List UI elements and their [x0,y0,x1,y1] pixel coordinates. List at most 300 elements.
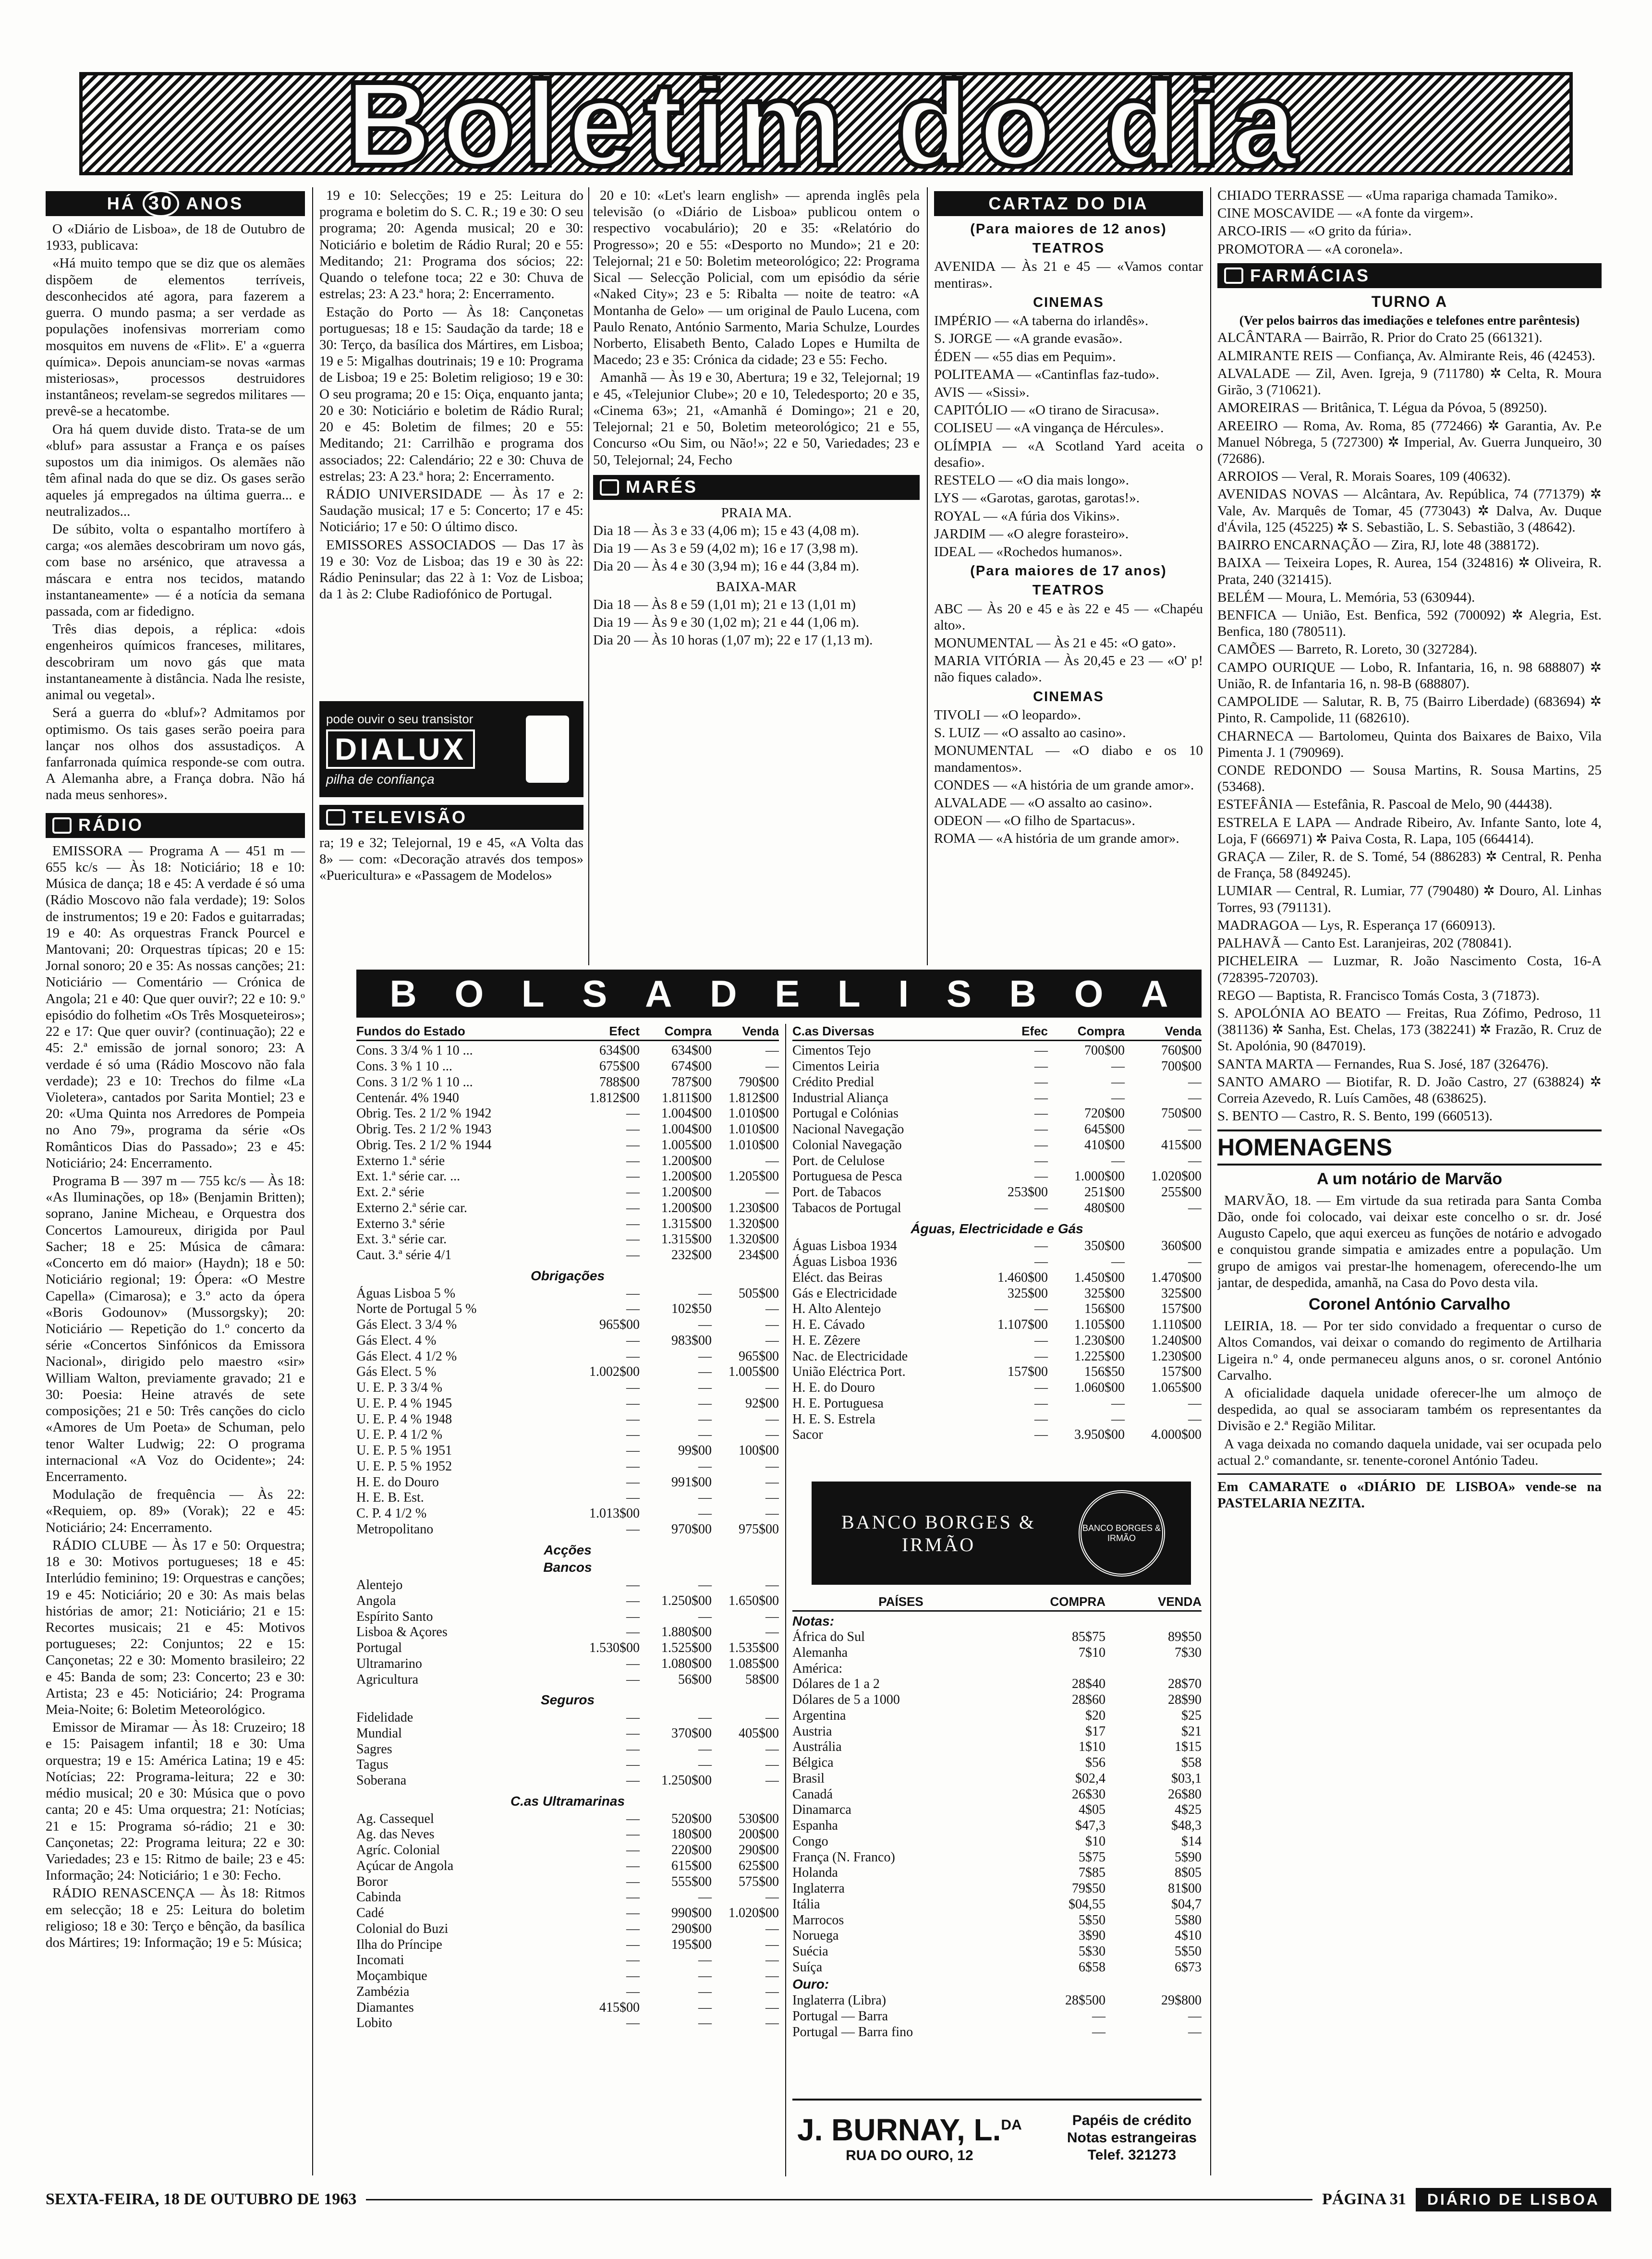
row-label: Tagus [356,1757,389,1773]
burnay-line-1: Papéis de crédito [1072,2113,1192,2128]
table-row [356,1333,779,1349]
row-value: — [765,1890,779,1905]
row-value: 1.320$00 [729,1216,779,1231]
row-value: $20 [1085,1708,1105,1723]
table-row [792,1106,1202,1122]
row-label: H. E. B. Est. [356,1490,424,1506]
row-value: 634$00 [599,1043,640,1058]
table-row [356,1578,779,1593]
row-value: — [1188,1411,1202,1427]
table-row [356,1522,779,1538]
ultramarinas-heading: C.as Ultramarinas [510,1793,625,1809]
table-row [356,1138,779,1154]
row-value: 1.200$00 [661,1153,712,1168]
table-row [792,1169,1202,1185]
paragraph: S. JORGE — «A grande evasão». [934,331,1123,347]
row-value: 7$10 [1079,1645,1105,1660]
row-value: — [698,1458,712,1474]
paragraph: ESTEFÂNIA — Estefânia, R. Pascoal de Melo, 90 (44438). [1217,797,1553,813]
row-label: Argentina [792,1708,846,1723]
row-label: Incomati [356,1953,404,1968]
ha-30-anos-text [46,221,305,803]
table-row [356,1656,779,1672]
bolsa-de-lisboa-banner [356,970,1202,1018]
mares-title: MARÉS [626,477,698,497]
row-value: 290$00 [739,1843,779,1858]
col-venda: Venda [1165,1024,1202,1038]
row-value: — [626,1185,640,1200]
row-label: Obrig. Tes. 2 1/2 % 1943 [356,1122,492,1137]
table-row [356,1890,779,1906]
col-venda: VENDA [1157,1594,1202,1609]
table-row [792,1239,1202,1254]
bolsa-letter: L [838,972,861,1015]
table-row [792,1850,1202,1866]
paragraph: Dia 18 — Às 8 e 59 (1,01 m); 21 e 13 (1,01 m) [593,596,856,612]
row-value: 1.812$00 [729,1090,779,1105]
row-value: — [1111,1396,1125,1411]
row-value: 1.005$00 [661,1137,712,1153]
table-row [356,1317,779,1333]
bolsa-letter: A [1141,972,1168,1015]
obrigacoes-rows [356,1286,779,1538]
table-row [792,1059,1202,1075]
banco-seal-icon [1079,1490,1165,1577]
row-value: 1.002$00 [589,1364,640,1380]
row-value: 1.880$00 [661,1625,712,1640]
row-value: — [626,1858,640,1873]
baixa-mar-lines [593,596,920,649]
row-value: — [626,1968,640,1984]
row-value: — [1111,1411,1125,1427]
row-label: Portugal — Barra fino [792,2024,913,2040]
paragraph: PROMOTORA — «A coronela». [1217,241,1403,257]
preia-mar-lines [593,522,920,575]
paragraph: CHIADO TERRASSE — «Uma rapariga chamada Tamiko». [1217,188,1558,203]
column-tv-mares [593,187,920,965]
row-value: — [698,1968,712,1984]
row-value: 415$00 [599,2000,640,2015]
row-value: — [765,1458,779,1474]
row-value: — [765,1317,779,1333]
row-value: — [626,1458,640,1474]
row-value: — [626,1521,640,1537]
table-row [356,1757,779,1773]
row-value: 1.812$00 [589,1090,640,1105]
row-value: — [626,1906,640,1921]
row-value: 1.315$00 [661,1216,712,1231]
row-label: Eléct. das Beiras [792,1270,883,1285]
cinemas-list-2 [934,707,1203,847]
footer-logo: DIÁRIO DE LISBOA [1416,2188,1611,2211]
paragraph: SANTA MARTA — Fernandes, Rua S. José, 187 (326476). [1217,1056,1549,1072]
row-label: U. E. P. 5 % 1952 [356,1458,452,1474]
row-value: 750$00 [1161,1106,1202,1121]
paragraph: MADRAGOA — Lys, R. Esperança 17 (660913). [1217,917,1496,933]
row-value: — [626,1153,640,1168]
row-label: Brasil [792,1771,825,1786]
fundos-rows [356,1043,779,1263]
table-row [356,1874,779,1890]
row-value: 3.950$00 [1074,1427,1125,1443]
section-radio [46,813,305,838]
col-compra: Compra [1077,1024,1125,1038]
row-label: Austria [792,1724,832,1739]
bolsa-right-header [792,1024,1202,1041]
table-row [356,1921,779,1937]
bolsa-letter: D [710,972,737,1015]
paragraph: MARIA VITÓRIA — Às 20,45 e 23 — «O' p! não fiques calado». [934,653,1203,685]
row-value: — [765,1757,779,1773]
paragraph: EMISSORES ASSOCIADOS — Das 17 às 19 e 30: Voz de Lisboa; das 19 e 30 às 22: Rádio Peninsular; das 22 à 1: Voz de Lisboa; da 1 às 2: Clube Radiofónico de Portugal. [319,537,583,602]
row-label: Zambézia [356,1984,410,1999]
burnay-name: J. BURNAY, L. [797,2113,1001,2147]
row-value: 1.110$00 [1152,1317,1202,1333]
row-label: América: [792,1661,843,1676]
row-value: 634$00 [671,1043,712,1058]
paragraph: GRAÇA — Ziler, R. de S. Tomé, 54 (886283) ✲ Central, R. Penha de França, 58 (849245). [1217,849,1602,881]
dialux-tagline: pilha de confiança [326,771,435,787]
row-value: 1.200$00 [661,1200,712,1215]
row-value: — [626,1890,640,1905]
bolsa-letter: O [454,972,484,1015]
table-row [356,2000,779,2016]
row-value: — [765,1578,779,1593]
row-value: — [626,1427,640,1443]
farmacias-note: (Ver pelos bairros das imediações e telefones entre parêntesis) [1239,313,1580,328]
table-row [356,1169,779,1185]
row-value: — [1092,2024,1105,2040]
row-value: 5$90 [1175,1849,1202,1865]
row-value: 1.020$00 [729,1906,779,1921]
row-value: 5$50 [1175,1944,1202,1959]
paragraph: CONDES — «A história de um grande amor». [934,777,1194,793]
col-efec: Efec [1021,1024,1048,1038]
row-value: 255$00 [1161,1185,1202,1200]
row-label: Espírito Santo [356,1609,433,1624]
burnay-address: RUA DO OURO, 12 [846,2148,973,2163]
table-row [792,1364,1202,1380]
row-label: Obrig. Tes. 2 1/2 % 1944 [356,1137,492,1153]
row-value: — [1034,1122,1048,1137]
row-label: Itália [792,1896,820,1912]
row-value: — [698,1348,712,1364]
table-row [792,1154,1202,1169]
row-label: Sacor [792,1427,823,1443]
row-value: — [626,1578,640,1593]
row-value: 4$25 [1175,1802,1202,1818]
row-value: 970$00 [671,1521,712,1537]
tv-text-left: ra; 19 e 32; Telejornal, 19 e 45, «A Volta das 8» — com: «Decoração através dos tempos» «Puericultura» e «Passagem de Modelos» [319,835,583,884]
row-value: — [626,1396,640,1411]
row-value: — [1188,1396,1202,1411]
paragraph: CAMPO OURIQUE — Lobo, R. Infantaria, 16, n. 98 688807) ✲ União, R. de Infantaria 16, n. 98-B (688807). [1217,659,1602,692]
table-row [356,1443,779,1459]
paragraph: BAIXA — Teixeira Lopes, R. Aurea, 154 (324816) ✲ Oliveira, R. Prata, 240 (321415). [1217,555,1602,587]
cartaz-title: CARTAZ DO DIA [988,193,1149,213]
paragraph: ALVALADE — «O assalto ao casino». [934,795,1153,811]
preia-mar-heading: PRAIA MA. [721,505,792,521]
row-value: — [1034,1396,1048,1411]
row-value: 251$00 [1084,1185,1125,1200]
table-row [356,1201,779,1216]
row-label: Centenár. 4% 1940 [356,1090,459,1105]
paragraph: LYS — «Garotas, garotas, garotas!». [934,490,1140,506]
homenagem-1-text: MARVÃO, 18. — Em virtude da sua retirada para Santa Comba Dão, onde foi colocado, vai deixar este concelho o sr. dr. José Augusto Capelo, que aqui exerceu as funções de notário e advogado e conquistou grande simpatia e amizades entre a população. Um grupo de amigos vai prestar-lhe homenagem, oferecendo-lhe um jantar, de despedida, amanhã, na Casa do Povo desta vila. [1217,1192,1602,1290]
accoes-heading: Acções [544,1542,592,1557]
paragraph: ABC — Às 20 e 45 e às 22 e 45 — «Chapéu alto». [934,601,1203,633]
row-value: — [1034,1348,1048,1364]
row-value [1009,1661,1105,1677]
cartaz-continued [1217,187,1602,257]
row-value: — [626,1301,640,1317]
table-row [792,1897,1202,1913]
table-row [356,1858,779,1874]
table-row [792,2009,1202,2025]
row-value: 1.200$00 [661,1169,712,1184]
row-value: 56$00 [678,1672,712,1687]
table-row [792,1201,1202,1216]
row-value: 1.470$00 [1151,1270,1202,1285]
table-row [356,1773,779,1789]
table-row [792,1960,1202,1976]
row-value: 157$00 [1161,1301,1202,1317]
table-row [356,1968,779,1984]
row-label: Fidelidade [356,1710,413,1725]
row-value: 92$00 [745,1396,779,1411]
row-value: 253$00 [1008,1185,1048,1200]
row-label: Portugal [356,1640,402,1656]
row-label: U. E. P. 4 % 1948 [356,1411,452,1427]
table-row [356,1953,779,1968]
row-label: C. P. 4 1/2 % [356,1506,427,1521]
row-value: 520$00 [671,1811,712,1826]
paragraph: OLÍMPIA — «A Scotland Yard aceita o desafio». [934,438,1203,470]
row-value: 1.240$00 [1151,1333,1202,1348]
row-label: U. E. P. 5 % 1951 [356,1443,452,1458]
row-label: Austrália [792,1739,842,1755]
table-row [356,1185,779,1201]
col-compra: COMPRA [1050,1594,1105,1609]
row-label: Ag. das Neves [356,1827,435,1842]
row-value: 615$00 [671,1858,712,1873]
seguros-heading: Seguros [540,1692,595,1708]
paragraph: S. BENTO — Castro, R. S. Bento, 199 (660513). [1217,1108,1493,1124]
row-value: — [1188,1074,1202,1090]
row-value: 983$00 [671,1333,712,1348]
row-value: 1$15 [1175,1739,1202,1755]
burnay-telephone: Telef. 321273 [1087,2147,1177,2163]
table-row [792,1286,1202,1302]
row-value: — [765,1333,779,1348]
row-label: Suíça [792,1959,823,1975]
row-value: — [1111,1090,1125,1105]
table-row [356,1059,779,1075]
row-value: — [765,1953,779,1968]
row-label: H. E. Portuguesa [792,1396,884,1411]
table-row [356,1672,779,1688]
row-value: — [626,1232,640,1247]
row-value: $10 [1085,1834,1105,1849]
bolsa-left-table [356,1024,779,2176]
row-label: Dinamarca [792,1802,851,1818]
row-label: Gás Elect. 5 % [356,1364,437,1380]
row-value: 200$00 [739,1827,779,1842]
table-row [792,1629,1202,1645]
table-row [356,1349,779,1365]
row-label: H. E. Zêzere [792,1333,861,1348]
column-rule [927,187,928,965]
row-value: 29$800 [1161,1993,1202,2008]
row-label: Externo 2.ª série car. [356,1200,467,1215]
row-label: U. E. P. 3 3/4 % [356,1380,442,1396]
row-value: 28$60 [1072,1692,1105,1708]
masthead-title: Boletim do dia [345,72,1307,175]
row-value: 28$40 [1072,1676,1105,1692]
row-value: 8$05 [1175,1865,1202,1881]
row-value: 530$00 [739,1811,779,1826]
row-value: 100$00 [739,1443,779,1458]
table-row [356,1906,779,1921]
row-value: 787$00 [671,1074,712,1090]
row-value: 26$80 [1168,1786,1202,1802]
thirty-badge: 30 [143,190,180,217]
paragraph: S. LUIZ — «O assalto ao casino». [934,725,1126,741]
table-row [356,1301,779,1317]
row-value: — [626,1593,640,1608]
row-value: 6$73 [1175,1959,1202,1975]
burnay-advertisement [792,2099,1202,2175]
row-label: H. E. do Douro [356,1474,439,1490]
paragraph: BENFICA — União, Est. Benfica, 592 (700092) ✲ Alegria, Est. Benfica, 180 (780511). [1217,607,1602,640]
row-value: — [626,1843,640,1858]
row-value: — [626,1216,640,1231]
row-label: Crédito Predial [792,1074,875,1090]
table-row [356,1827,779,1843]
row-value: 1.004$00 [661,1106,712,1121]
row-label: Alentejo [356,1578,403,1593]
aguas-rows [792,1239,1202,1443]
row-value: $21 [1181,1724,1202,1739]
table-row [356,1380,779,1396]
table-row [356,1075,779,1091]
paragraph: Estação do Porto — Às 18: Cançonetas portuguesas; 18 e 15: Saudação da tarde; 18 e 30: Terço, da basílica dos Mártires, em Lisboa; 19 e 5: Migalhas doutrinais; 19 e 10: Programa de Lisboa; 19 e 25: Boletim religioso; 19 e 30: O seu programa; 20 e 15: Oiça, enquanto janta; 20 e 30: Noticiário e boletim de Rádio Rural; 20 e 45: Boletim de filmes; 20 e 55: Meditando; 21: Carrilhão e programa dos associados; 22: Calendário; 22 e 30: Chuva de estrelas; 23: A 23.ª hora; 2: Encerramento. [319,304,583,484]
row-value: — [765,1625,779,1640]
row-value: — [765,1059,779,1074]
row-value: 4$05 [1079,1802,1105,1818]
row-label: Águas Lisboa 5 % [356,1286,456,1301]
row-value: 156$00 [1084,1301,1125,1317]
row-value: 1.225$00 [1074,1348,1125,1364]
tv-icon [326,809,345,826]
row-value: 99$00 [678,1443,712,1458]
table-row [792,1692,1202,1708]
row-value: — [626,1106,640,1121]
row-value: — [626,1411,640,1427]
row-value: — [1188,1200,1202,1215]
paragraph: BELÉM — Moura, L. Memória, 53 (630944). [1217,589,1475,605]
homenagem-1-subtitle: A um notário de Marvão [1316,1169,1503,1188]
row-value: 1.535$00 [729,1640,779,1656]
row-label: Colonial Navegação [792,1137,902,1153]
row-value: 1.105$00 [1074,1317,1125,1333]
teatros-heading-2: TEATROS [1032,583,1105,598]
table-row [792,1928,1202,1944]
row-value: 405$00 [739,1725,779,1741]
seguros-rows [356,1710,779,1789]
row-label: Águas Lisboa 1934 [792,1239,897,1254]
banco-borges-advertisement [812,1482,1191,1585]
paragraph: CONDE REDONDO — Sousa Martins, R. Sousa Martins, 25 (53468). [1217,762,1602,795]
footer-rule [366,2199,1312,2200]
row-value: — [626,1625,640,1640]
row-value: 5$75 [1079,1849,1105,1865]
row-value: 975$00 [739,1521,779,1537]
row-value: — [1034,1301,1048,1317]
row-value: 325$00 [1008,1286,1048,1301]
col-compra: Compra [664,1024,712,1038]
row-label: Soberana [356,1773,407,1788]
bolsa-letter: B [1009,972,1036,1015]
row-value: $25 [1181,1708,1202,1723]
column-rule [1210,187,1211,2175]
row-label: Obrig. Tes. 2 1/2 % 1942 [356,1106,492,1121]
paragraph: De súbito, volta o espantalho mortífero à carga; «os alemães descobriram um novo gás, com base no arsénico, que atravessa a máscara e entra nos tecidos, matando instantaneamente» — é a notícia da semana passada, com ar fidedigno. [46,521,305,619]
row-label: Ag. Cassequel [356,1811,434,1826]
ha-label: HÁ [107,193,136,213]
row-label: Industrial Aliança [792,1090,888,1105]
paragraph: O «Diário de Lisboa», de 18 de Outubro de 1933, publicava: [46,221,305,254]
row-label: Águas Lisboa 1936 [792,1254,897,1270]
row-value: $48,3 [1171,1818,1202,1834]
row-value: — [626,1811,640,1826]
age-note-12: (Para maiores de 12 anos) [970,221,1167,237]
row-value: — [765,1411,779,1427]
row-value: — [765,1427,779,1443]
paragraph: Três dias depois, a réplica: «dois engenheiros químicos franceses, militares, descobriram um novo gás que mata instantaneamente à distância. Nada lhe resiste, animal ou vegetal». [46,621,305,703]
row-value: 1.450$00 [1074,1270,1125,1285]
pharmacy-icon [1224,267,1243,284]
table-row [792,1944,1202,1960]
row-value: 7$30 [1175,1645,1202,1660]
row-value: — [1034,1059,1048,1074]
row-value: 720$00 [1084,1106,1125,1121]
paragraph: Dia 18 — Às 3 e 33 (4,06 m); 15 e 43 (4,08 m). [593,522,860,538]
baixa-mar-heading: BAIXA-MAR [716,579,797,595]
row-value: 180$00 [671,1827,712,1842]
tv-programmes [593,187,920,468]
table-row [356,1609,779,1625]
cambios-table [792,1594,1202,2075]
table-row [792,1787,1202,1803]
row-value [1105,1661,1202,1677]
table-row [356,1984,779,2000]
row-value: 1$10 [1079,1739,1105,1755]
row-value: 760$00 [1161,1043,1202,1058]
table-row [356,1427,779,1443]
row-value: — [626,1710,640,1725]
banco-name: BANCO BORGES & IRMÃO [841,1511,1036,1555]
paragraph: BAIRRO ENCARNAÇÃO — Zira, RJ, lote 48 (388172). [1217,537,1540,553]
row-value: 325$00 [1084,1286,1125,1301]
paragraph: AVENIDA — Às 21 e 45 — «Vamos contar mentiras». [934,259,1203,291]
paragraph: ALCÂNTARA — Bairrão, R. Prior do Crato 25 (661321). [1217,330,1543,346]
row-value: 1.320$00 [729,1232,779,1247]
row-label: Bélgica [792,1755,834,1771]
row-value: 415$00 [1161,1137,1202,1153]
table-row [792,1043,1202,1059]
radio-icon [52,817,72,834]
